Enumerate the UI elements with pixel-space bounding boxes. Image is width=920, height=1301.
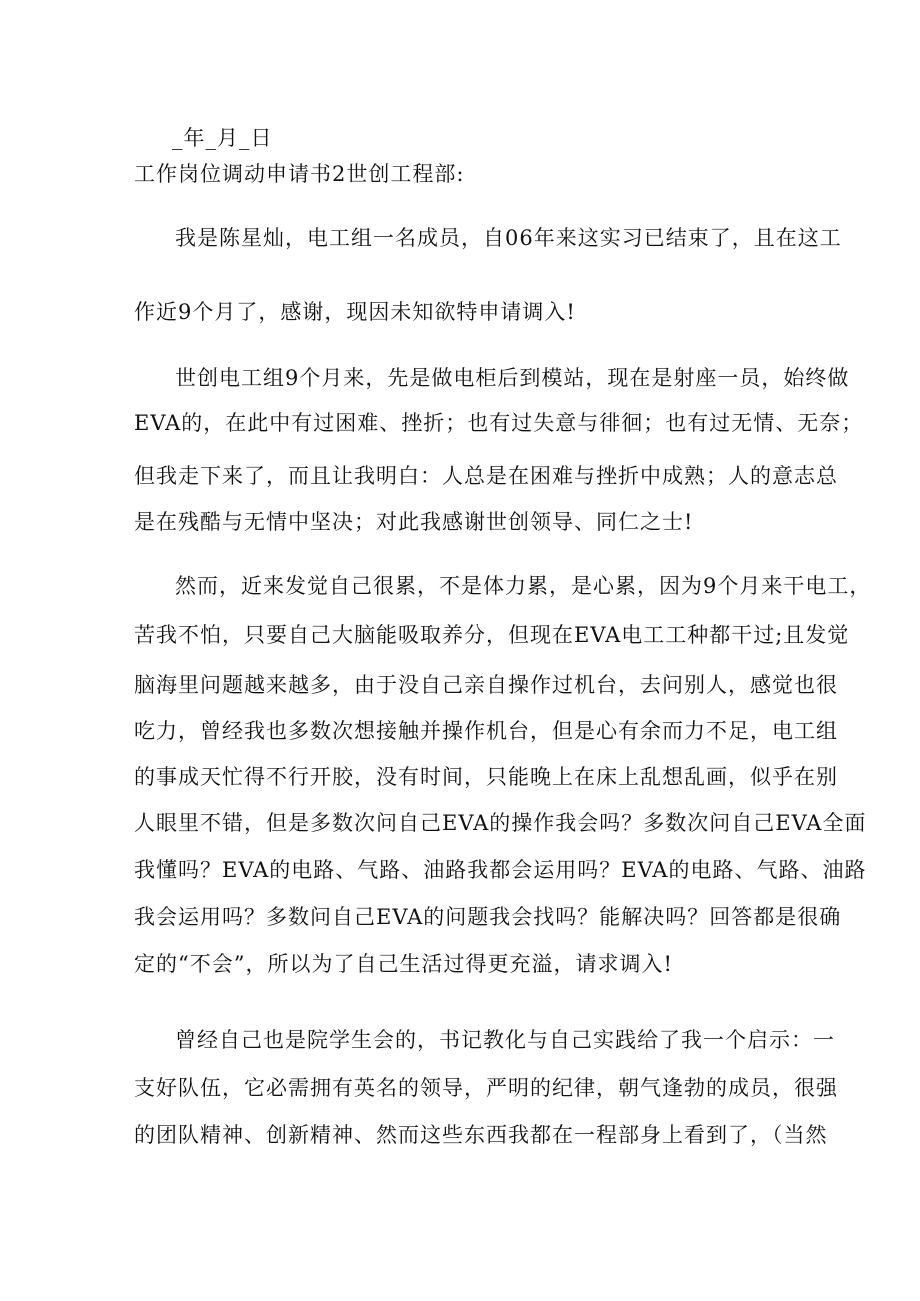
paragraph-3-line-7: 我懂吗？EVA的电路、气路、油路我都会运用吗？EVA的电路、气路、油路 [134,858,867,882]
paragraph-3-line-9: 定的“不会”，所以为了自己生活过得更充溢，请求调入! [134,952,673,976]
paragraph-4-line-2: 支好队伍，它必需拥有英名的领导，严明的纪律，朝气逢勃的成员，很强 [134,1076,838,1100]
paragraph-3-line-5: 的事成天忙得不行开胶，没有时间，只能晚上在床上乱想乱画，似乎在别 [134,765,838,789]
letter-heading: 工作岗位调动申请书2世创工程部: [134,162,465,186]
paragraph-2-line-3: 但我走下来了，而且让我明白：人总是在困难与挫折中成熟；人的意志总 [134,464,838,488]
paragraph-2-line-2: EVA的，在此中有过困难、挫折；也有过失意与徘徊；也有过无情、无奈； [134,411,864,435]
paragraph-4-line-1: 曾经自己也是院学生会的，书记教化与自己实践给了我一个启示：一 [175,1028,835,1052]
paragraph-3-line-1: 然而，近来发觉自己很累，不是体力累，是心累，因为9个月来干电工， [175,574,872,598]
paragraph-4-line-3: 的团队精神、创新精神、然而这些东西我都在一程部身上看到了，（当然 [134,1123,828,1147]
paragraph-2-line-4: 是在残酷与无情中坚决；对此我感谢世创领导、同仁之士! [134,510,694,534]
paragraph-3-line-8: 我会运用吗？多数问自己EVA的问题我会找吗？能解决吗？回答都是很确 [134,905,842,929]
date-line: _年_月_日 [172,126,273,150]
paragraph-1-line-1: 我是陈星灿，电工组一名成员，自06年来这实习已结束了，且在这工 [175,226,842,250]
paragraph-1-line-2: 作近9个月了，感谢，现因未知欲特申请调入! [134,300,576,324]
paragraph-2-line-1: 世创电工组9个月来，先是做电柜后到模站，现在是射座一员，始终做 [175,366,850,390]
paragraph-3-line-4: 吃力，曾经我也多数次想接触并操作机台，但是心有余而力不足，电工组 [134,719,838,743]
paragraph-3-line-3: 脑海里问题越来越多，由于没自己亲自操作过机台，去问别人，感觉也很 [134,673,838,697]
paragraph-3-line-6: 人眼里不错，但是多数次问自己EVA的操作我会吗？多数次问自己EVA全面 [134,811,867,835]
paragraph-3-line-2: 苦我不怕，只要自己大脑能吸取养分，但现在EVA电工工种都干过;且发觉 [134,623,850,647]
